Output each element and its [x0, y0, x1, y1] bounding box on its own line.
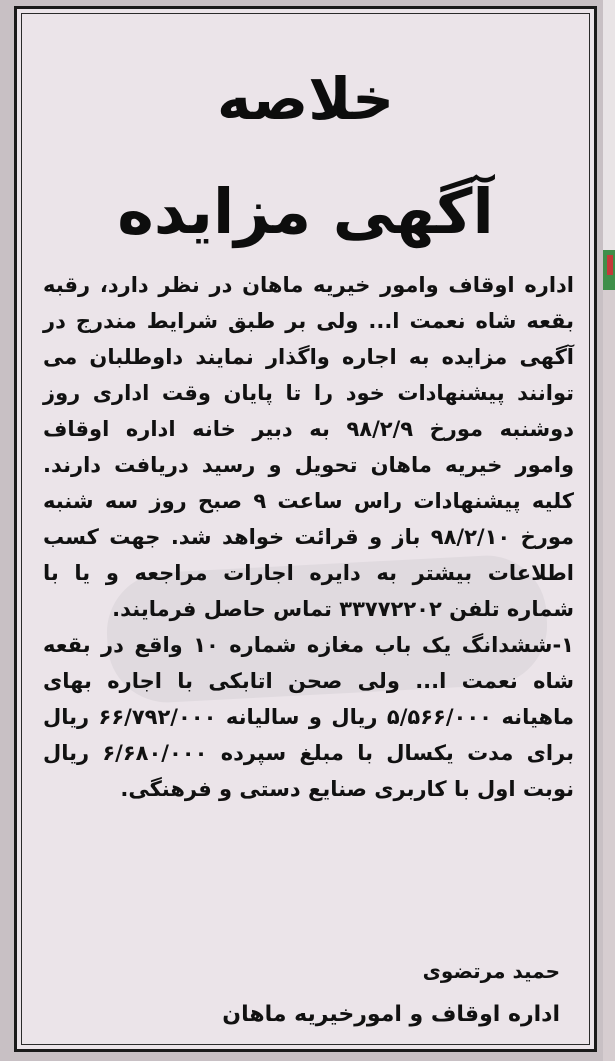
ad-title-auction-notice: آگهی مزایده — [117, 175, 494, 248]
ad-paragraph-intro: اداره اوقاف وامور خیریه ماهان در نظر دارد، رقبه بقعه شاه نعمت ا... ولی بر طبق شرایط مندرج در آگهی مزایده به اجاره واگذار نمایند داوطلبان می توانند پیشنهادات خود را تا پایان وقت اداری روز دوشنبه مورخ ۹۸/۲/۹ به دبیر خانه اداره اوقاف وامور خیریه ماهان تحویل و رسید دریافت دارند. کلیه پیشنهادات راس ساعت ۹ صبح روز سه شنبه مورخ ۹۸/۲/۱۰ باز و قرائت خواهد شد. جهت کسب اطلاعات بیشتر به دایره اجارات مراجعه و یا با شماره تلفن ۳۳۷۷۲۲۰۲ تماس حاصل فرمایند. — [43, 273, 575, 621]
ad-title-summary: خلاصه — [216, 65, 395, 133]
ad-paragraph-item-1: ۱-ششدانگ یک باب مغازه شماره ۱۰ واقع در بقعه شاه نعمت ا... ولی صحن اتابکی با اجاره بهای ماهیانه ۵/۵۶۶/۰۰۰ ریال و سالیانه ۶۶/۷۹۲/۰۰۰ ریال برای مدت یکسال با مبلغ سپرده ۶/۶۸۰/۰۰۰ ریال نوبت اول با کاربری صنایع دستی و فرهنگی. — [43, 633, 574, 801]
signature-organization: اداره اوقاف و امورخیریه ماهان — [222, 1002, 560, 1027]
ad-body — [43, 267, 574, 807]
adjacent-column-edge — [603, 0, 615, 1061]
adjacent-red-mark — [607, 255, 613, 275]
signature-name: حمید مرتضوی — [422, 959, 560, 983]
ad-frame — [14, 6, 597, 1052]
